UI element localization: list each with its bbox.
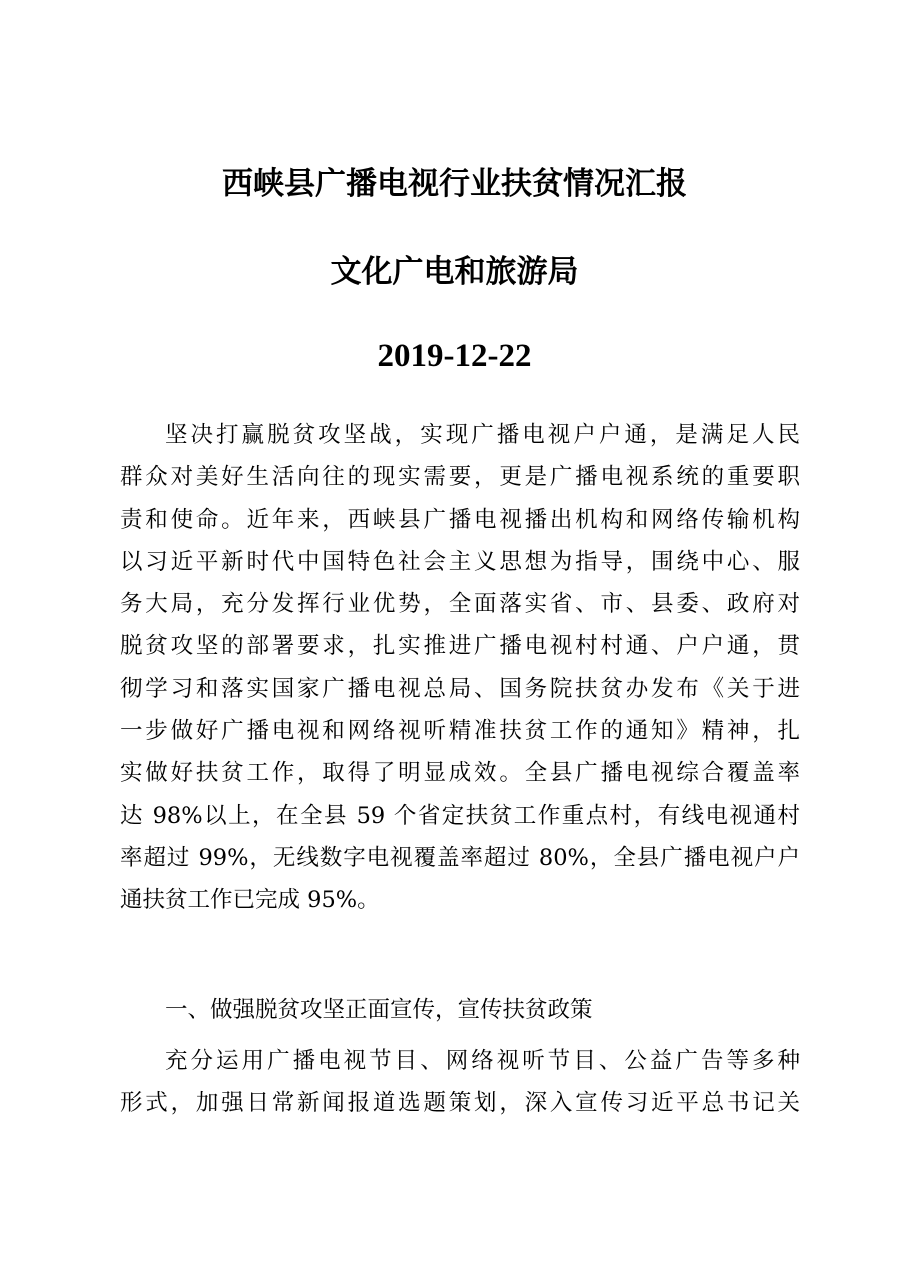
document-title: 西峡县广播电视行业扶贫情况汇报	[222, 166, 687, 202]
text-line: 形式，加强日常新闻报道选题策划，深入宣传习近平总书记关	[120, 1090, 800, 1117]
text-line: 脱贫攻坚的部署要求，扎实推进广播电视村村通、户户通，贯	[120, 633, 800, 660]
intro-paragraph	[120, 414, 800, 922]
text-line: 实做好扶贫工作，取得了明显成效。全县广播电视综合覆盖率	[120, 760, 800, 787]
section-paragraph	[120, 1040, 800, 1125]
text-line: 责和使命。近年来，西峡县广播电视播出机构和网络传输机构	[120, 506, 800, 533]
text-line: 以习近平新时代中国特色社会主义思想为指导，围绕中心、服	[120, 548, 800, 575]
department-name: 文化广电和旅游局	[330, 254, 579, 290]
document-date: 2019-12-22	[377, 338, 532, 374]
text-line: 率超过 99%，无线数字电视覆盖率超过 80%，全县广播电视户户	[120, 844, 800, 871]
text-line: 彻学习和落实国家广播电视总局、国务院扶贫办发布《关于进	[120, 675, 800, 702]
section-heading	[120, 989, 800, 1031]
text-line: 一步做好广播电视和网络视听精准扶贫工作的通知》精神，扎	[120, 718, 800, 745]
text-line: 群众对美好生活向往的现实需要，更是广播电视系统的重要职	[120, 464, 800, 491]
section-heading-text: 一、做强脱贫攻坚正面宣传，宣传扶贫政策	[165, 997, 593, 1023]
text-line: 通扶贫工作已完成 95%。	[120, 887, 380, 914]
text-line: 充分运用广播电视节目、网络视听节目、公益广告等多种	[165, 1048, 800, 1074]
text-line: 坚决打赢脱贫攻坚战，实现广播电视户户通，是满足人民	[165, 422, 800, 448]
text-line: 务大局，充分发挥行业优势，全面落实省、市、县委、政府对	[120, 591, 800, 618]
text-line: 达 98%以上，在全县 59 个省定扶贫工作重点村，有线电视通村	[120, 802, 800, 829]
